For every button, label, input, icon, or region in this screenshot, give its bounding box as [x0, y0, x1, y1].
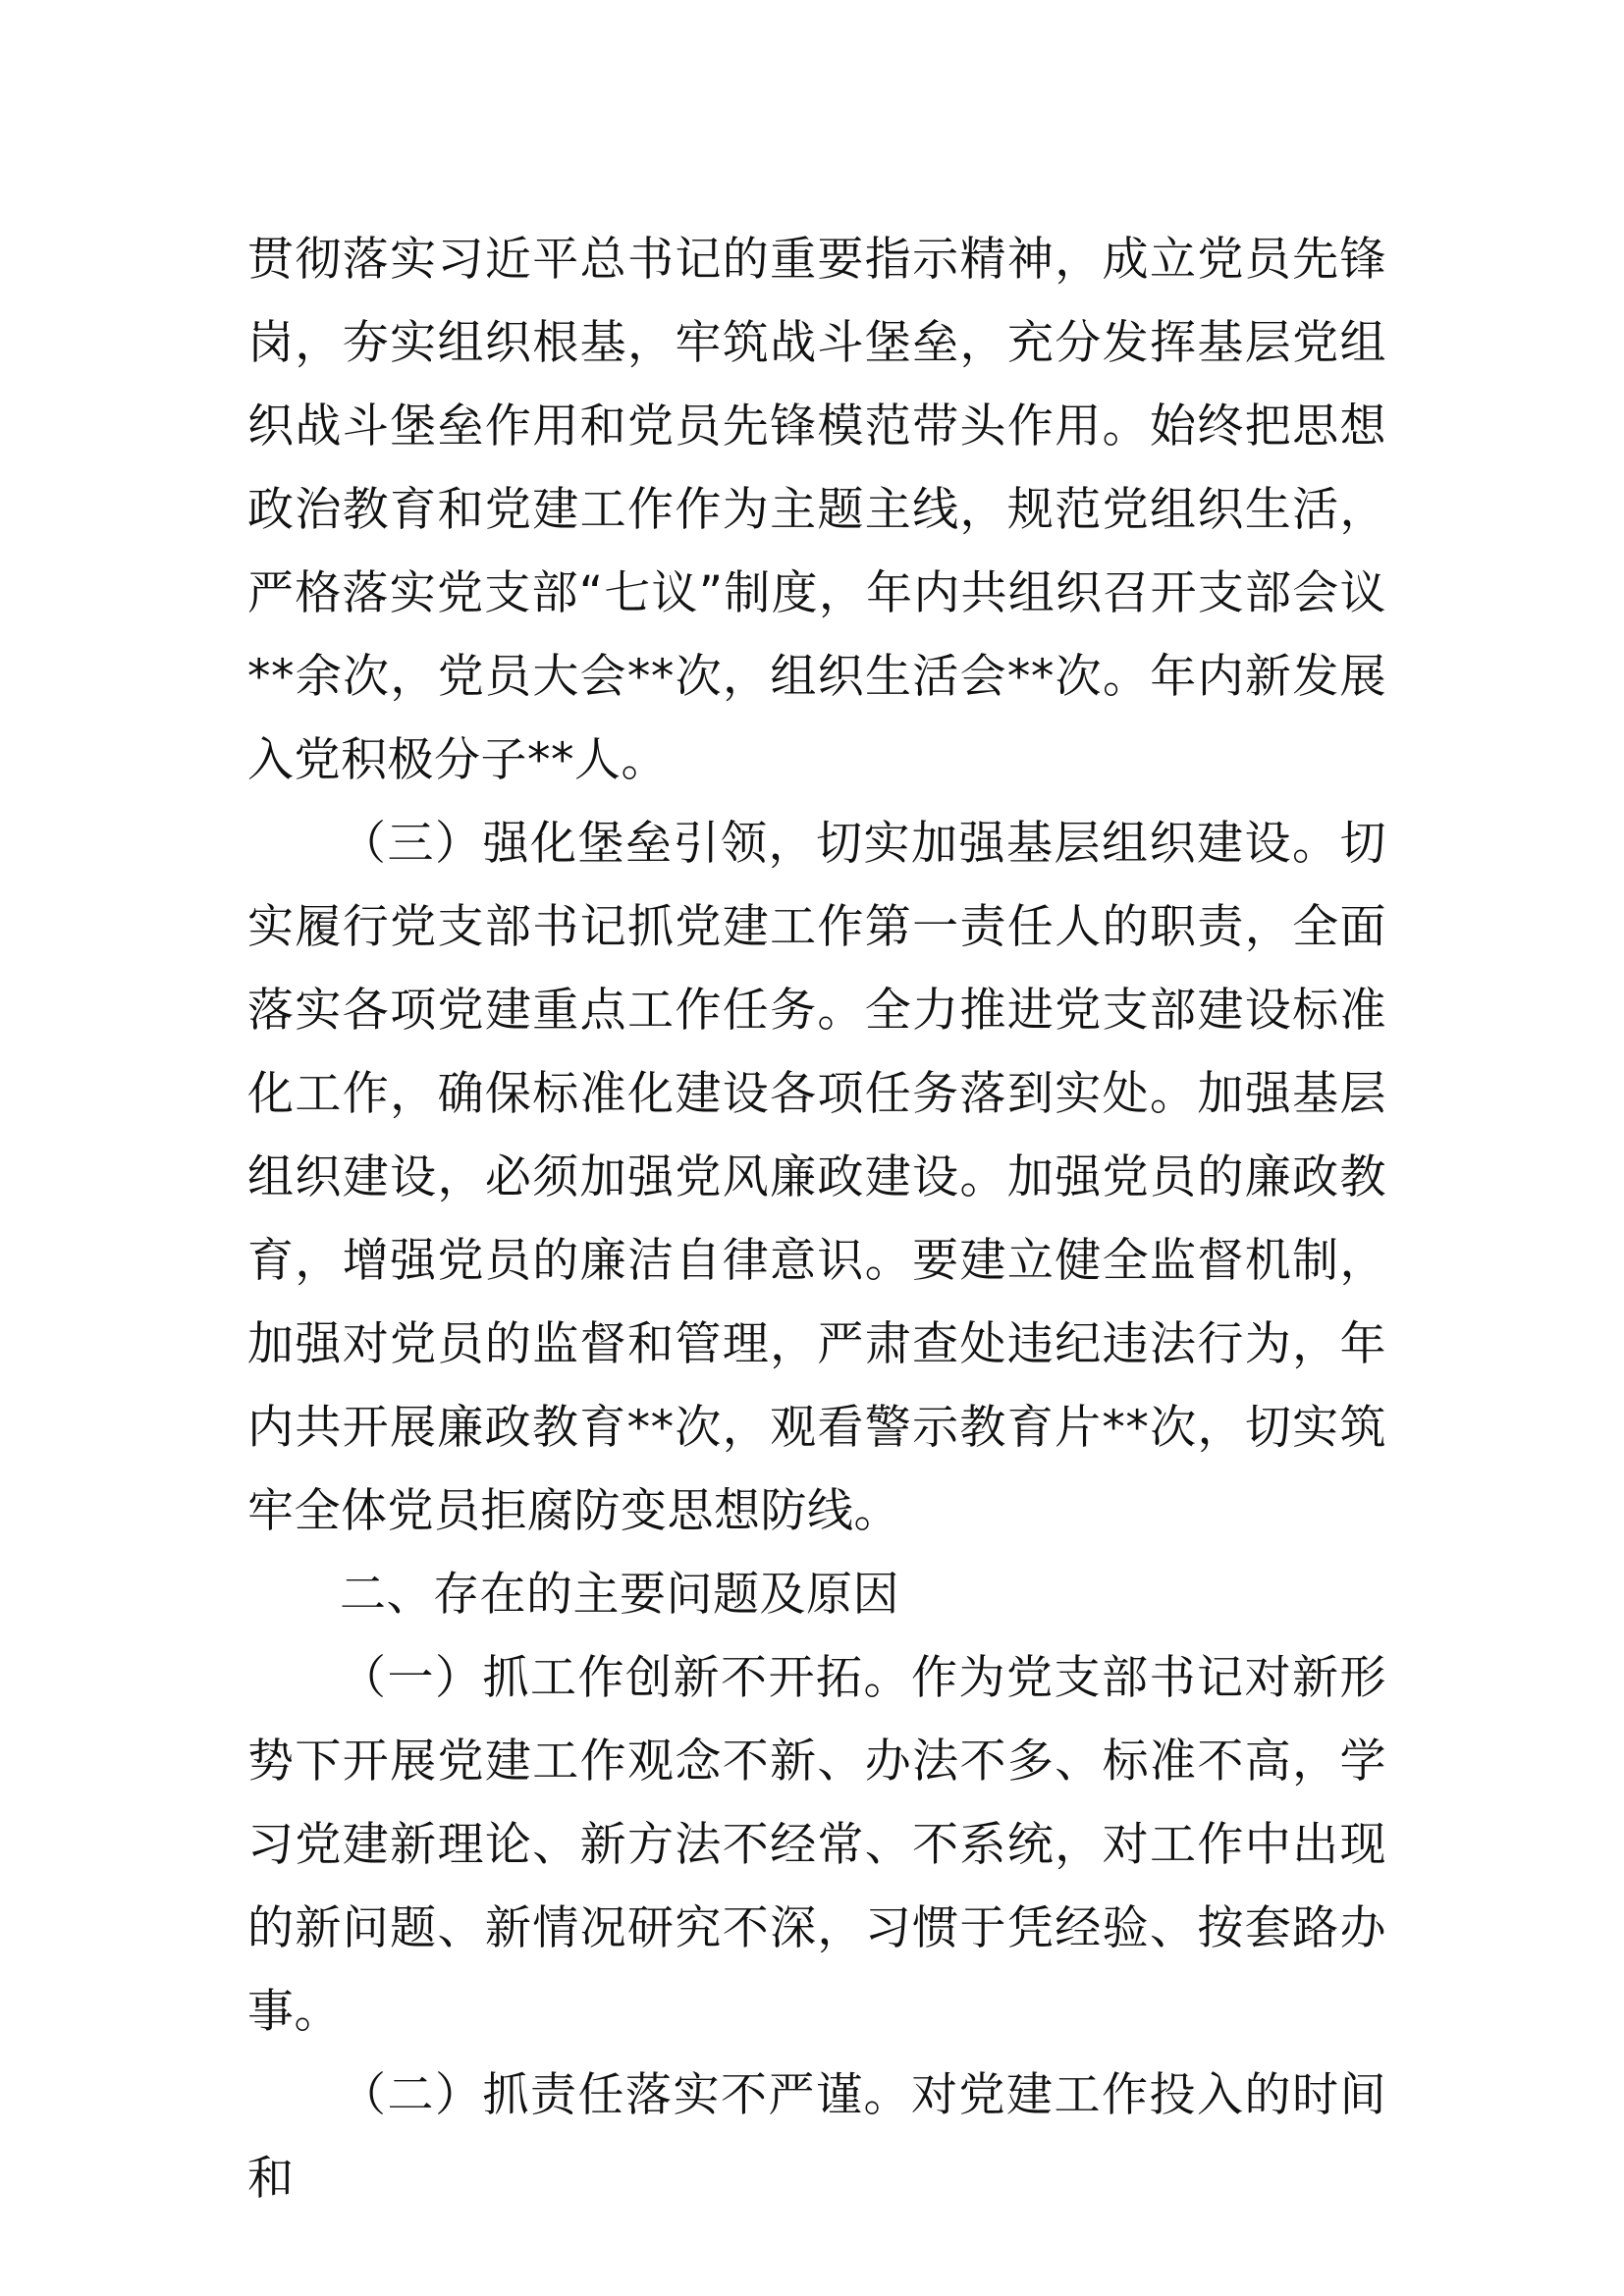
section-heading-problems: 二、存在的主要问题及原因 [340, 1568, 899, 1622]
paragraph-section-three: （三）强化堡垒引领，切实加强基层组织建设。切实履行党支部书记抓党建工作第一责任人的职责，全面落实各项党建重点工作任务。全力推进党支部建设标准化工作，确保标准化建设各项任务落到实处。加强基层组织建设，必须加强党风廉政建设。加强党员的廉政教育，增强党员的廉洁自律意识。要建立健全监督机制，加强对党员的监督和管理，严肃查处违纪违法行为，年内共开展廉政教育**次，观看警示教育片**次，切实筑牢全体党员拒腐防变思想防线。 [247, 817, 1386, 1538]
paragraph-problem-two: （二）抓责任落实不严谨。对党建工作投入的时间和 [247, 2068, 1386, 2206]
document-body [247, 218, 1386, 2220]
paragraph-problem-one: （一）抓工作创新不开拓。作为党支部书记对新形势下开展党建工作观念不新、办法不多、标准不高，学习党建新理论、新方法不经常、不系统，对工作中出现的新问题、新情况研究不深，习惯于凭经验、按套路办事。 [247, 1651, 1386, 2039]
paragraph-continuation: 贯彻落实习近平总书记的重要指示精神，成立党员先锋岗，夯实组织根基，牢筑战斗堡垒，充分发挥基层党组织战斗堡垒作用和党员先锋模范带头作用。始终把思想政治教育和党建工作作为主题主线，规范党组织生活，严格落实党支部“七议”制度，年内共组织召开支部会议**余次，党员大会**次，组织生活会**次。年内新发展入党积极分子**人。 [247, 233, 1386, 787]
